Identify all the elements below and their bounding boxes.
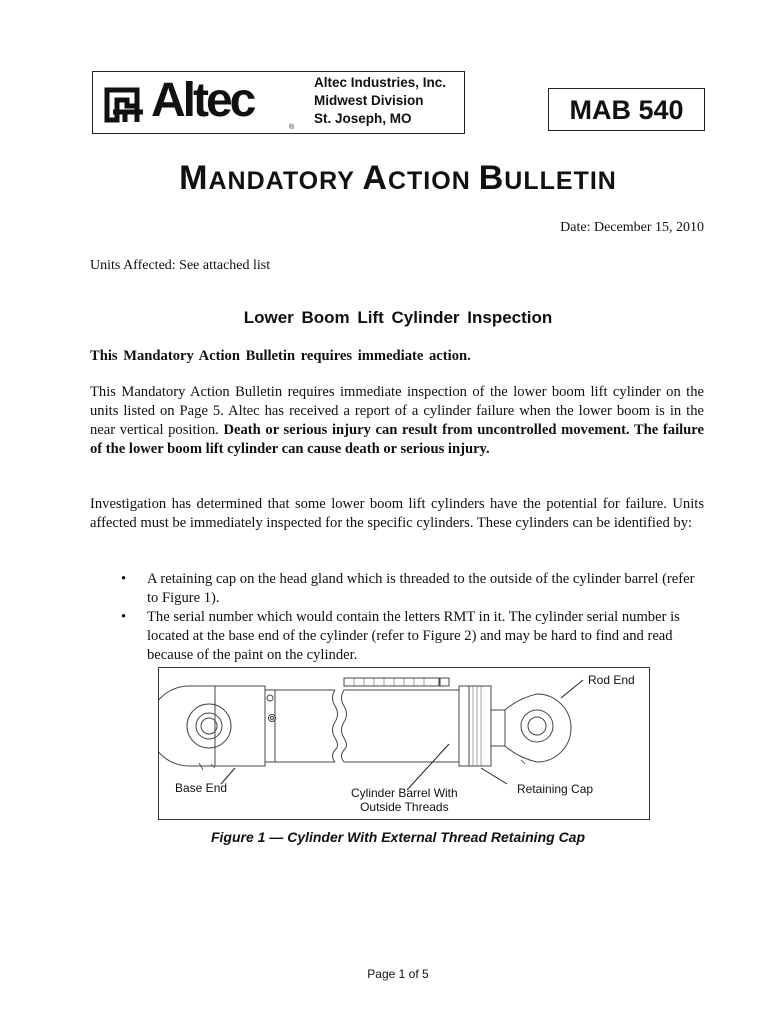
investigation-paragraph: Investigation has determined that some lower boom lift cylinders have the potential for failure. Units affected must be immediately inspected for the specific cylinders. These cylinders can be identified by: xyxy=(90,496,704,531)
figure-1 xyxy=(158,667,650,820)
title-word-3: ULLETIN xyxy=(504,167,617,195)
identification-list xyxy=(118,570,704,665)
label-cylinder-barrel xyxy=(351,786,458,814)
bulletin-number: MAB 540 xyxy=(548,88,705,131)
label-base-end: Base End xyxy=(175,781,228,795)
label-barrel-line-1: Cylinder Barrel With xyxy=(351,786,458,800)
figure-caption: Figure 1 — Cylinder With External Thread Retaining Cap xyxy=(210,829,586,845)
list-item: • A retaining cap on the head gland which is threaded to the outside of the cylinder barrel (refer to Figure 1). xyxy=(118,570,704,608)
bulletin-date: Date: December 15, 2010 xyxy=(560,220,704,235)
title-word-2: CTION xyxy=(387,167,471,195)
title-cap-a: A xyxy=(362,159,388,197)
altec-logo xyxy=(103,74,299,132)
warning-text: Death or serious injury can result from uncontrolled movement. The failure of the lower boom lift cylinder can cause death or serious injury. xyxy=(90,422,704,457)
inspection-text: This Mandatory Action Bulletin requires immediate inspection of the lower boom lift cylinder on the units listed on Page 5. Altec has received a report of a cylinder failure when the lower boom is in the near vertical position. xyxy=(90,384,704,438)
title-word-1: ANDATORY xyxy=(208,167,355,195)
company-name: Altec Industries, Inc. xyxy=(314,75,447,90)
page-number: Page 1 of 5 xyxy=(367,967,429,981)
logo-wordmark: Altec xyxy=(151,74,254,127)
label-rod-end: Rod End xyxy=(588,673,635,687)
altec-logo-icon xyxy=(103,86,147,126)
bulletin-subtitle: Lower Boom Lift Cylinder Inspection xyxy=(243,308,553,327)
company-address xyxy=(314,74,446,128)
registered-mark: ® xyxy=(289,124,295,131)
document-title xyxy=(0,159,770,198)
label-barrel-line-2: Outside Threads xyxy=(360,800,449,814)
units-affected: Units Affected: See attached list xyxy=(90,258,271,273)
company-header-box xyxy=(92,71,465,134)
company-location: St. Joseph, MO xyxy=(314,111,412,126)
company-division: Midwest Division xyxy=(314,93,424,108)
list-item: • The serial number which would contain the letters RMT in it. The cylinder serial number is located at the base end of the cylinder (refer to Figure 2) and may be hard to find and read because of the paint on the cylinder. xyxy=(118,608,704,665)
inspection-paragraph xyxy=(90,383,704,459)
title-cap-b: B xyxy=(478,159,505,197)
intro-paragraph: This Mandatory Action Bulletin requires immediate action. xyxy=(90,348,471,364)
label-retaining-cap: Retaining Cap xyxy=(517,782,594,796)
title-cap-m: M xyxy=(179,159,209,197)
